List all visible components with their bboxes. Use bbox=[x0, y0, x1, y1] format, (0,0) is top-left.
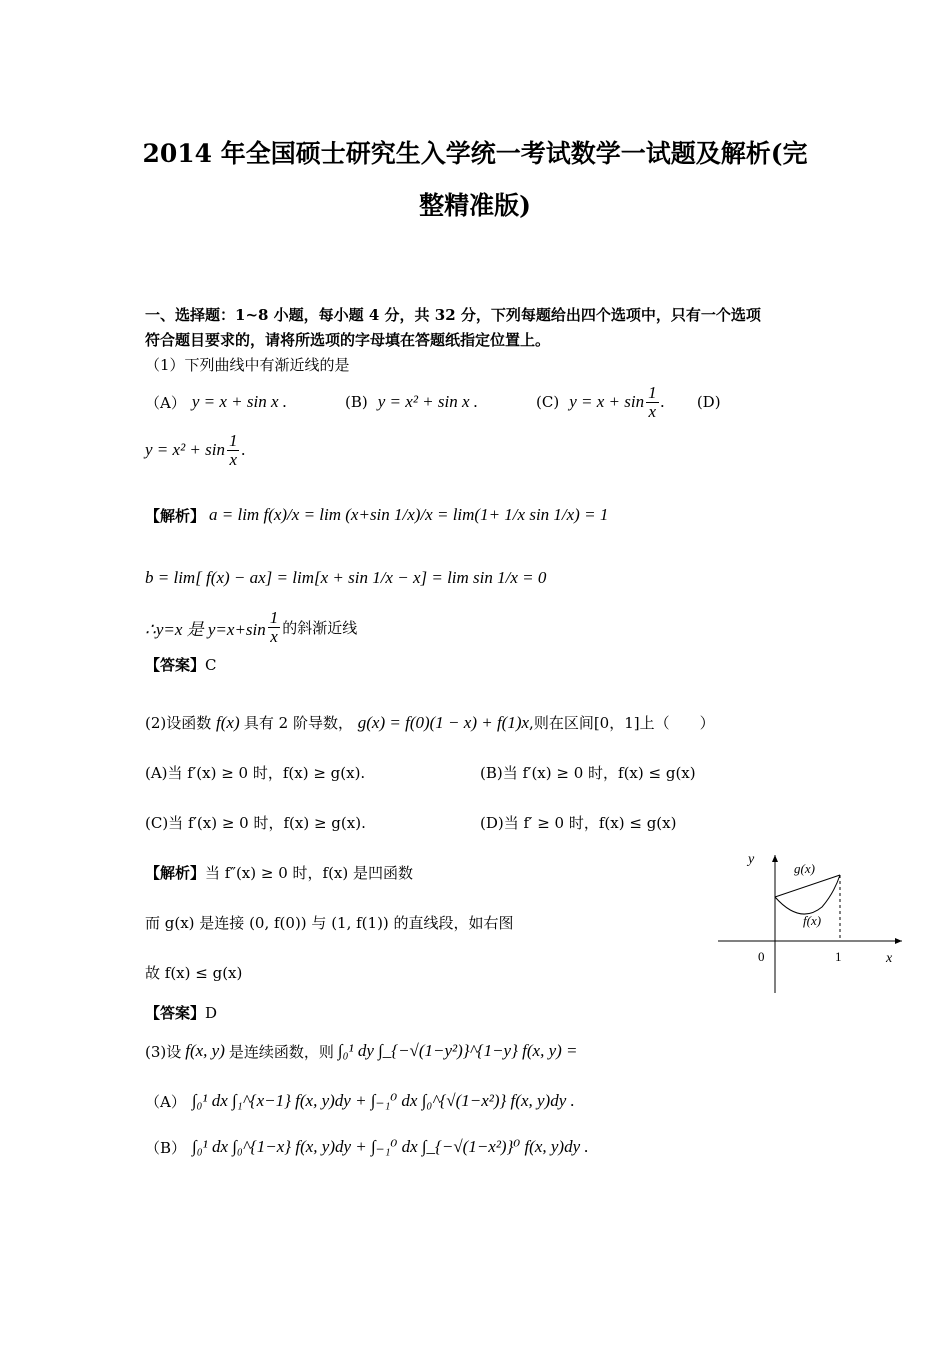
q2-stem-pre: (2)设函数 bbox=[145, 714, 212, 732]
q1-option-d-expr: y = x² + sin bbox=[145, 440, 225, 459]
q2-option-d: (D)当 f′ ≥ 0 时，f(x) ≤ g(x) bbox=[480, 814, 677, 832]
g-line-segment bbox=[775, 875, 840, 897]
q1-conclusion-pre: ∴y=x 是 y=x+sin bbox=[145, 619, 266, 639]
q3-stem-integral: ∫₀¹ dy ∫_{−√(1−y²)}^{1−y} f(x, y) = bbox=[337, 1041, 578, 1060]
q3-option-b-row bbox=[145, 1130, 589, 1164]
fraction-denominator: x bbox=[229, 449, 237, 469]
q2-function-graph bbox=[710, 845, 910, 995]
q2-analysis-2: 而 g(x) 是连接 (0, f(0)) 与 (1, f(1)) 的直线段，如右图 bbox=[145, 914, 514, 932]
q1-option-c-expr: y = x + sin bbox=[569, 392, 645, 411]
one-label: 1 bbox=[835, 949, 842, 964]
q1-option-d-fraction bbox=[227, 432, 240, 469]
q1-analysis-b: b = lim[ f(x) − ax] = lim[x + sin 1/x − x] = lim sin 1/x = 0 bbox=[145, 568, 547, 587]
q1-option-a-expr: y = x + sin x . bbox=[191, 392, 288, 411]
q1-conclusion-fraction bbox=[268, 609, 281, 646]
fraction-denominator: x bbox=[270, 626, 278, 646]
q1-options-row: （A） y = x + sin x . (B) y = x² + sin x . (C) y = x + sin $\frac{1}{x}$ . (D) bbox=[145, 382, 721, 421]
q1-option-b-label: (B) bbox=[345, 393, 368, 411]
document-title-line1: 2014 年全国硕士研究生入学统一考试数学一试题及解析(完 bbox=[142, 139, 808, 168]
q2-option-c: (C)当 f′(x) ≥ 0 时，f(x) ≥ g(x). bbox=[145, 814, 366, 832]
x-axis-label: x bbox=[886, 951, 893, 966]
q1-analysis-a: a = lim f(x)/x = lim (x+sin 1/x)/x = lim(1+ 1/x sin 1/x) = 1 bbox=[209, 505, 609, 524]
fraction-numerator: 1 bbox=[648, 382, 657, 402]
f-label: f(x) bbox=[803, 913, 822, 928]
q3-stem-mid: 是连续函数，则 bbox=[228, 1042, 334, 1061]
fraction-numerator: 1 bbox=[228, 430, 238, 450]
q2-stem-post: ,则在区间[0，1]上（ ） bbox=[529, 714, 715, 732]
q1-conclusion-post: 的斜渐近线 bbox=[282, 618, 358, 637]
q3-option-b-label: （B） bbox=[145, 1138, 187, 1157]
q1-option-b-expr: y = x² + sin x . bbox=[377, 392, 479, 411]
g-label: g(x) bbox=[794, 861, 815, 876]
q1-analysis-label: 【解析】 bbox=[145, 506, 206, 525]
q1-option-a-label: （A） bbox=[145, 393, 186, 412]
x-axis-arrow bbox=[895, 938, 902, 944]
q2-answer: D bbox=[205, 1004, 218, 1022]
q2-answer-label: 【答案】 bbox=[145, 1004, 206, 1022]
q1-answer: C bbox=[205, 656, 217, 674]
fraction-denominator: x bbox=[648, 401, 657, 421]
q2-analysis-1: 当 f″(x) ≥ 0 时，f(x) 是凹函数 bbox=[205, 864, 414, 882]
q1-option-d-row: y = x² + sin $\frac{1}{x}$ . bbox=[145, 430, 246, 469]
q2-analysis-label: 【解析】 bbox=[145, 864, 206, 882]
q2-stem-row: (2)设函数 f(x) 具有 2 阶导数， g(x) = f(0)(1 − x) + f(1)x,则在区间[0，1]上（ ） bbox=[145, 713, 715, 732]
q3-option-b-expr: ∫₀¹ dx ∫₀^{1−x} f(x, y)dy + ∫₋₁⁰ dx ∫_{−√(1−x²)}⁰ f(x, y)dy . bbox=[192, 1137, 589, 1156]
q1-conclusion-row bbox=[145, 605, 357, 649]
q3-option-a-expr: ∫₀¹ dx ∫₁^{x−1} f(x, y)dy + ∫₋₁⁰ dx ∫₀^{√(1−x²)} f(x, y)dy . bbox=[191, 1091, 575, 1110]
y-axis-arrow bbox=[772, 855, 778, 862]
q2-option-a: (A)当 f′(x) ≥ 0 时，f(x) ≥ g(x). bbox=[145, 764, 366, 782]
y-axis-label: y bbox=[748, 852, 755, 867]
q2-stem-mid: 具有 2 阶导数， bbox=[243, 714, 353, 732]
q2-analysis-3: 故 f(x) ≤ g(x) bbox=[145, 964, 243, 982]
q1-option-c-fraction bbox=[646, 384, 659, 421]
q3-stem-pre: (3)设 bbox=[145, 1042, 182, 1061]
q1-stem: （1）下列曲线中有渐近线的是 bbox=[145, 356, 350, 374]
q3-stem-row: (3)设 f(x, y) 是连续函数，则 ∫₀¹ dy ∫_{−√(1−y²)}^{1−y} f(x, y) = bbox=[145, 1041, 578, 1061]
f-curve bbox=[775, 875, 840, 914]
origin-label: 0 bbox=[758, 949, 765, 964]
fraction-numerator: 1 bbox=[269, 607, 279, 627]
section-heading-line2: 符合题目要求的，请将所选项的字母填在答题纸指定位置上。 bbox=[145, 331, 551, 349]
q2-option-b: (B)当 f′(x) ≥ 0 时，f(x) ≤ g(x) bbox=[480, 764, 696, 782]
q1-answer-label: 【答案】 bbox=[145, 656, 206, 674]
q1-analysis-b-row bbox=[145, 556, 546, 600]
q1-option-c-label: (C) bbox=[536, 393, 560, 411]
q3-option-a-label: （A） bbox=[145, 1092, 186, 1111]
q1-analysis-a-row bbox=[145, 484, 608, 546]
q1-option-d-label: (D) bbox=[696, 393, 721, 411]
q2-analysis-row1 bbox=[145, 862, 413, 883]
q2-answer-row bbox=[145, 1002, 217, 1023]
document-title-line2: 整精准版) bbox=[419, 191, 531, 220]
q3-option-a-row bbox=[145, 1084, 575, 1118]
section-heading-line1: 一、选择题：1~8 小题，每小题 4 分，共 32 分，下列每题给出四个选项中，只有一个选项 bbox=[145, 306, 761, 324]
q1-answer-row bbox=[145, 654, 217, 675]
